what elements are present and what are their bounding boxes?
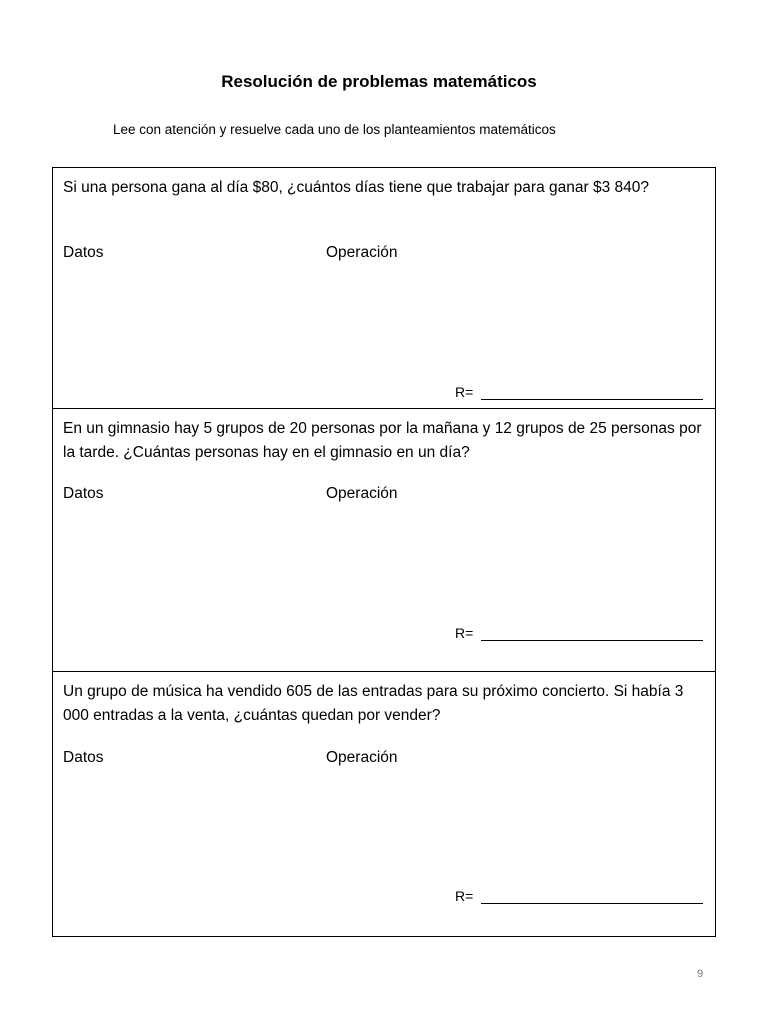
problem-text: Un grupo de música ha vendido 605 de las entradas para su próximo concierto. Si había 3 000 entradas a la venta, ¿cuántas quedan por vender?	[63, 683, 684, 724]
answer-label: R=	[455, 888, 474, 904]
problem-box-2	[53, 409, 715, 672]
problem-box-3	[53, 672, 715, 936]
answer-line[interactable]	[481, 626, 703, 641]
problem-text: Si una persona gana al día $80, ¿cuántos días tiene que trabajar para ganar $3 840?	[63, 179, 649, 196]
datos-label: Datos	[63, 749, 104, 766]
page-number: 9	[697, 968, 704, 980]
page-title: Resolución de problemas matemáticos	[221, 72, 537, 91]
problems-table	[52, 167, 716, 937]
answer-line[interactable]	[481, 385, 703, 400]
answer-row	[455, 384, 703, 400]
answer-row	[455, 625, 703, 641]
operacion-label: Operación	[326, 244, 398, 261]
datos-label: Datos	[63, 485, 104, 502]
problem-box-1	[53, 168, 715, 409]
answer-label: R=	[455, 625, 474, 641]
operacion-label: Operación	[326, 749, 398, 766]
problem-text: En un gimnasio hay 5 grupos de 20 personas por la mañana y 12 grupos de 25 personas por la tarde. ¿Cuántas personas hay en el gimnasio en un día?	[63, 420, 702, 461]
datos-label: Datos	[63, 244, 104, 261]
operacion-label: Operación	[326, 485, 398, 502]
answer-row	[455, 888, 703, 904]
answer-label: R=	[455, 384, 474, 400]
answer-line[interactable]	[481, 889, 703, 904]
instructions-text: Lee con atención y resuelve cada uno de los planteamientos matemáticos	[113, 122, 556, 137]
